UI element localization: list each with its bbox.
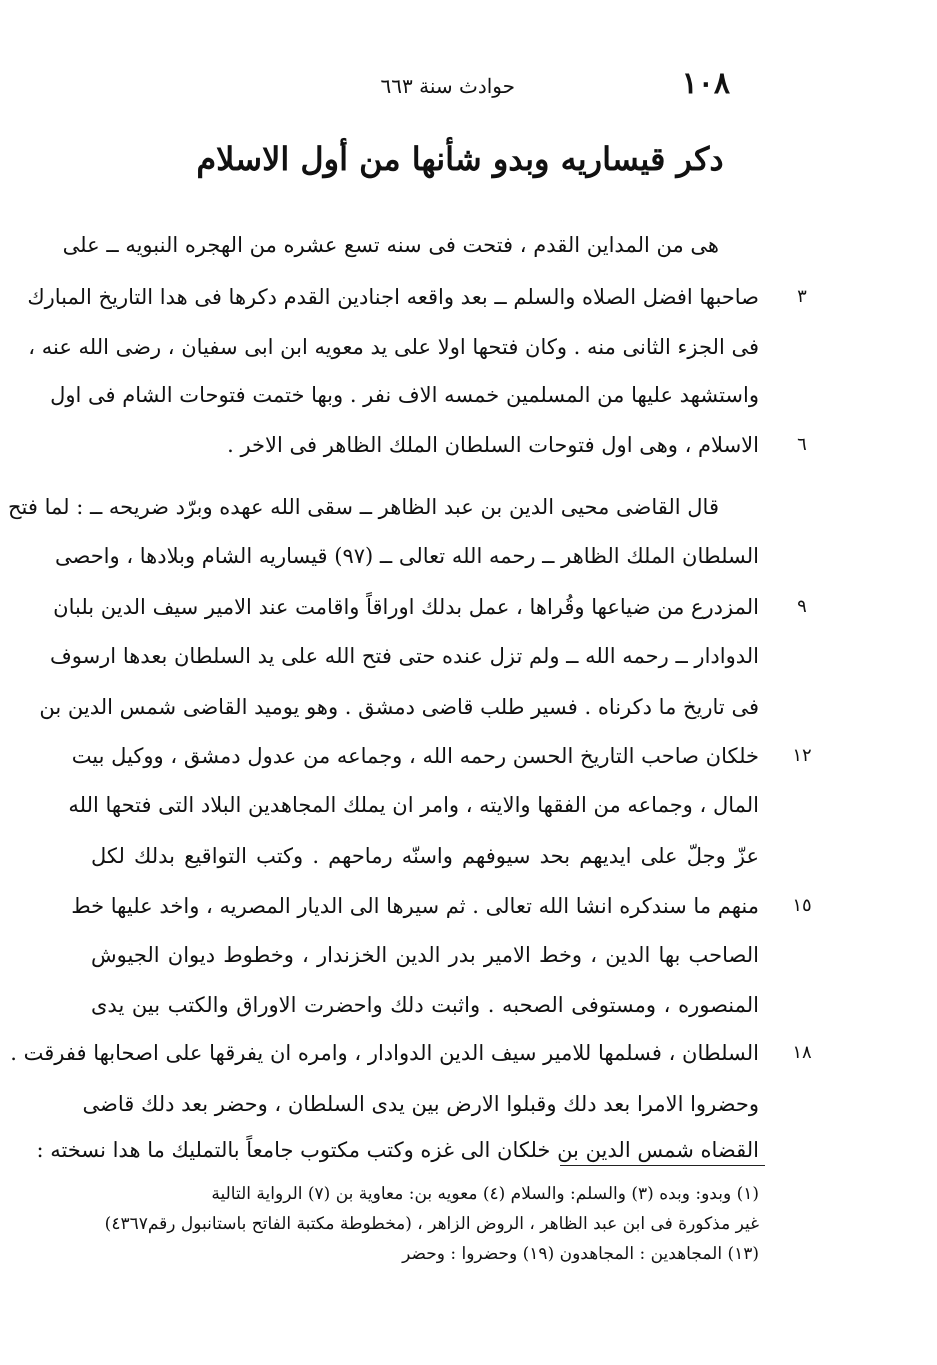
footnote-line: غير مذكورة فى ابن عبد الظاهر ، الروض الزاهر ، (مخطوطة مكتبة الفاتح باستانبول رقم٤٣٦٧) [104, 1214, 759, 1234]
text-line: عزّ وجلّ على ايديهم بحد سيوفهم واسنّه رماحهم . وكتب التواقيع بدلك لكل [91, 844, 759, 868]
text-line: الصاحب بها الدين ، وخط الامير بدر الدين الخزندار ، وخطوط ديوان الجيوش [91, 943, 759, 967]
footnote-line: (١٣) المجاهدين : المجاهدون (١٩) وحضروا : وحضر [402, 1244, 759, 1264]
text-line: وحضروا الامرا بعد دلك وقبلوا الارض بين يدى السلطان ، وحضر بعد دلك قاضى [82, 1092, 759, 1116]
line-number: ١٨ [792, 1042, 812, 1063]
text-line: المنصوره ، ومستوفى الصحبه . واثبت دلك واحضرت الاوراق والكتب بين يدى [91, 993, 759, 1017]
text-line: واستشهد عليها من المسلمين خمسه الاف نفر . وبها ختمت فتوحات الشام فى اول [50, 383, 759, 407]
line-number: ١٢ [792, 745, 812, 766]
text-line: السلطان ، فسلمها للامير سيف الدين الدوادار ، وامره ان يفرقها على اصحابها ففرقت . [10, 1041, 759, 1065]
section-title: دكر قيساريه وبدو شأنها من أول الاسلام [196, 140, 724, 178]
page-number: ١٠٨ [681, 66, 730, 101]
text-line: هى من المداين القدم ، فتحت فى سنه تسع عشره من الهجره النبويه ــ على [62, 233, 719, 257]
text-line: السلطان الملك الظاهر ــ رحمه الله تعالى ــ (٩٧) قيساريه الشام وبلادها ، واحصى [54, 544, 759, 568]
line-number: ١٥ [792, 895, 812, 916]
page-header [90, 66, 730, 106]
text-line: منهم ما سندكره انشا الله تعالى . ثم سيرها الى الديار المصريه ، واخد عليها خط [71, 894, 759, 918]
text-line: المزدرع من ضياعها وقُراها ، عمل بدلك اوراقاً واقامت عند الامير سيف الدين بلبان [53, 595, 759, 619]
text-line: الاسلام ، وهى اول فتوحات السلطان الملك الظاهر فى الاخر . [227, 433, 759, 457]
footnote-line: (١) وبدو: وبده (٣) والسلم: والسلام (٤) معويه بن: معاوية بن (٧) الرواية التالية [211, 1184, 759, 1204]
footnote-divider [560, 1165, 765, 1166]
line-number: ٣ [797, 286, 807, 307]
text-line: الدوادار ــ رحمه الله ــ ولم تزل عنده حتى فتح الله على يد السلطان بعدها ارسوف [49, 644, 759, 668]
text-line: قال القاضى محيى الدين بن عبد الظاهر ــ سقى الله عهده وبرّد ضريحه ــ : لما فتح [7, 495, 719, 519]
text-line: المال ، وجماعه من الفقها والايته ، وامر ان يملك المجاهدين البلاد التى فتحها الله [68, 793, 759, 817]
text-line: القضاه شمس الدين بن خلكان الى غزه وكتب مكتوب جامعاً بالتمليك ما هدا نسخته : [36, 1138, 759, 1162]
text-line: فى الجزء الثانى منه . وكان فتحها اولا على يد معويه ابن ابى سفيان ، رضى الله عنه ، [28, 335, 759, 359]
running-title: حوادث سنة ٦٦٣ [380, 74, 515, 98]
text-line: خلكان صاحب التاريخ الحسن رحمه الله ، وجماعه من عدول دمشق ، ووكيل بيت [71, 744, 759, 768]
line-number: ٦ [797, 434, 807, 455]
text-line: فى تاريخ ما دكرناه . فسير طلب قاضى دمشق . وهو يوميد القاضى شمس الدين بن [39, 695, 759, 719]
text-line: صاحبها افضل الصلاه والسلم ــ بعد واقعه اجنادين القدم دكرها فى هدا التاريخ المبارك [27, 285, 759, 309]
line-number: ٩ [797, 596, 807, 617]
